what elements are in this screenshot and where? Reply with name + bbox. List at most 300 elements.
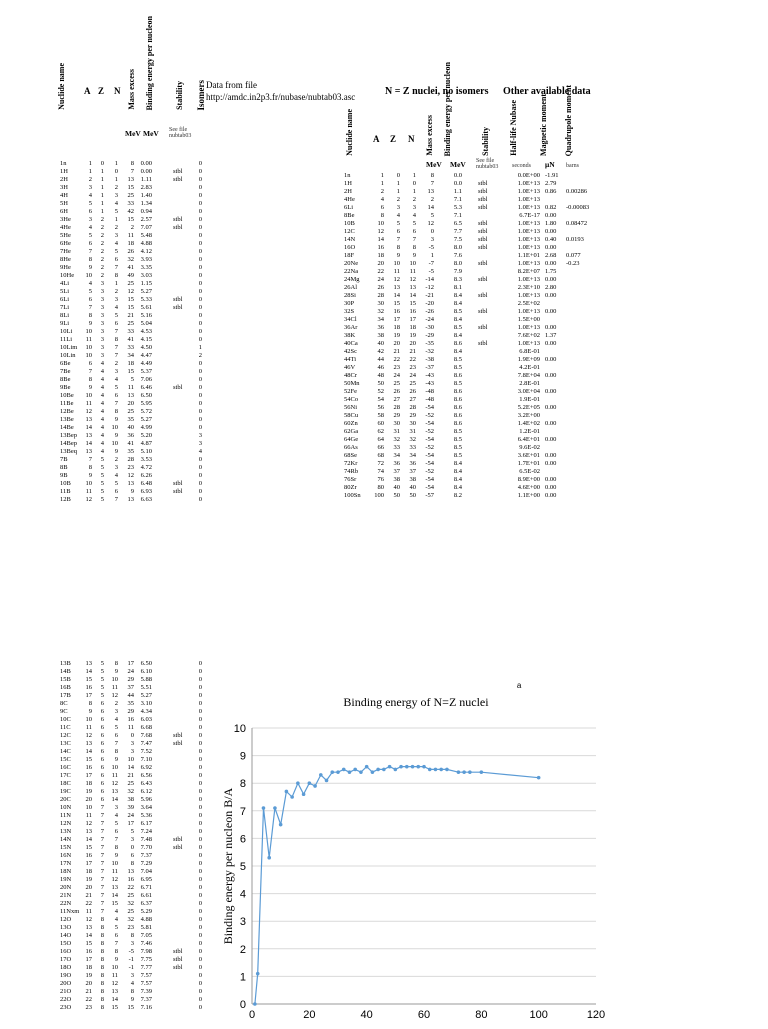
t3-cell-binding: 6.95 bbox=[140, 876, 152, 883]
t3-cell-nuclide: 15N bbox=[60, 844, 72, 851]
table-row bbox=[340, 236, 600, 244]
t3-cell-nuclide: 15C bbox=[60, 756, 71, 763]
table-row bbox=[52, 440, 212, 448]
t2-cell-n: 24 bbox=[409, 372, 416, 379]
t3-cell-z: 5 bbox=[100, 684, 104, 691]
t1-cell-n: 0 bbox=[114, 168, 118, 175]
t3-cell-nuclide: 14B bbox=[60, 668, 71, 675]
t2-cell-half-life: 2.3E+10 bbox=[517, 284, 540, 291]
t1-cell-nuclide: 10B bbox=[60, 480, 71, 487]
t3-cell-binding: 3.10 bbox=[140, 700, 152, 707]
t2-cell-binding: 8.4 bbox=[453, 300, 462, 307]
t2-cell-n: 31 bbox=[409, 428, 416, 435]
t1-cell-z: 0 bbox=[100, 160, 104, 167]
col2-half-life: Half-life Nubase bbox=[509, 100, 518, 156]
data-point bbox=[434, 768, 438, 772]
t3-cell-z: 8 bbox=[100, 924, 104, 931]
t1-cell-a: 2 bbox=[88, 176, 92, 183]
t3-cell-z: 6 bbox=[100, 748, 104, 755]
t3-cell-z: 5 bbox=[100, 668, 104, 675]
t3-cell-z: 7 bbox=[100, 860, 104, 867]
t3-cell-n: 7 bbox=[114, 836, 118, 843]
data-point bbox=[302, 792, 306, 796]
table-1-body bbox=[52, 160, 212, 504]
t2-cell-mu: 0.00 bbox=[545, 260, 557, 267]
t1-cell-isomer: 0 bbox=[198, 488, 202, 495]
t2-cell-mu: 0.00 bbox=[545, 308, 557, 315]
t2-cell-n: 1 bbox=[412, 188, 416, 195]
t1-cell-nuclide: 10Be bbox=[60, 392, 74, 399]
table-row bbox=[52, 200, 212, 208]
t3-cell-z: 8 bbox=[100, 956, 104, 963]
t1-cell-z: 2 bbox=[100, 248, 104, 255]
t3-cell-a: 15 bbox=[85, 676, 92, 683]
t2-cell-mass-excess: -48 bbox=[425, 388, 434, 395]
t2-cell-n: 22 bbox=[409, 356, 416, 363]
t3-cell-isomer: 0 bbox=[198, 932, 202, 939]
t1-cell-binding: 5.16 bbox=[140, 312, 152, 319]
t3-cell-binding: 7.46 bbox=[140, 940, 152, 947]
t2-cell-a: 2 bbox=[380, 188, 384, 195]
t3-cell-binding: 7.70 bbox=[140, 844, 152, 851]
table-row bbox=[340, 380, 600, 388]
table-row bbox=[52, 676, 212, 684]
t2-cell-a: 54 bbox=[377, 396, 384, 403]
t3-cell-n: 6 bbox=[114, 732, 118, 739]
t1-cell-a: 13 bbox=[85, 416, 92, 423]
table-row bbox=[52, 796, 212, 804]
t2-cell-half-life: 9.6E-02 bbox=[519, 444, 540, 451]
t3-cell-n: 6 bbox=[114, 828, 118, 835]
t1-cell-a: 13 bbox=[85, 432, 92, 439]
t2-cell-mass-excess: -43 bbox=[425, 372, 434, 379]
table-row bbox=[340, 260, 600, 268]
t3-cell-mass-excess: -1 bbox=[128, 956, 134, 963]
t1-cell-nuclide: 4Li bbox=[60, 280, 70, 287]
t2-cell-mass-excess: -29 bbox=[425, 332, 434, 339]
t1-cell-isomer: 0 bbox=[198, 240, 202, 247]
t2-cell-n: 23 bbox=[409, 364, 416, 371]
t2-cell-z: 32 bbox=[393, 436, 400, 443]
t2-cell-z: 14 bbox=[393, 292, 400, 299]
t1-cell-nuclide: 8He bbox=[60, 256, 71, 263]
t3-cell-nuclide: 16C bbox=[60, 764, 71, 771]
t2-cell-nuclide: 50Mn bbox=[344, 380, 360, 387]
t2-cell-mass-excess: -37 bbox=[425, 364, 434, 371]
t1-cell-stability: stbl bbox=[173, 224, 183, 231]
t2-cell-a: 12 bbox=[377, 228, 384, 235]
table-row bbox=[52, 876, 212, 884]
t2-cell-z: 5 bbox=[396, 220, 400, 227]
t2-cell-a: 64 bbox=[377, 436, 384, 443]
t3-cell-a: 15 bbox=[85, 940, 92, 947]
t2-cell-z: 33 bbox=[393, 444, 400, 451]
t2-cell-binding: 8.4 bbox=[453, 316, 462, 323]
t3-cell-isomer: 0 bbox=[198, 820, 202, 827]
t1-cell-isomer: 0 bbox=[198, 464, 202, 471]
t1-cell-z: 4 bbox=[100, 376, 104, 383]
table-row bbox=[52, 360, 212, 368]
t3-cell-binding: 7.77 bbox=[140, 964, 152, 971]
t2-cell-half-life: 1.0E+13 bbox=[517, 236, 540, 243]
t2-cell-z: 4 bbox=[396, 212, 400, 219]
t3-cell-z: 8 bbox=[100, 964, 104, 971]
t3-cell-stability: stbl bbox=[173, 948, 183, 955]
data-point bbox=[371, 770, 375, 774]
t3-cell-mass-excess: 17 bbox=[127, 820, 134, 827]
t1-cell-stability: stbl bbox=[173, 384, 183, 391]
t2-cell-binding: 8.5 bbox=[453, 356, 462, 363]
table-row bbox=[52, 408, 212, 416]
t2-cell-a: 48 bbox=[377, 372, 384, 379]
table-row bbox=[52, 804, 212, 812]
t2-cell-binding: 0.0 bbox=[453, 172, 462, 179]
table-row bbox=[52, 916, 212, 924]
t3-cell-stability: stbl bbox=[173, 964, 183, 971]
t1-cell-mass-excess: 12 bbox=[127, 472, 134, 479]
t1-cell-nuclide: 11B bbox=[60, 488, 71, 495]
y-axis-label: Binding energy per nucleon B/A bbox=[221, 787, 235, 945]
table-row bbox=[52, 400, 212, 408]
t2-cell-binding: 7.6 bbox=[453, 252, 462, 259]
t3-cell-z: 5 bbox=[100, 676, 104, 683]
t3-cell-isomer: 0 bbox=[198, 708, 202, 715]
data-point bbox=[325, 779, 329, 783]
t2-cell-a: 80 bbox=[377, 484, 384, 491]
t2-cell-nuclide: 58Cu bbox=[344, 412, 359, 419]
t1-cell-isomer: 0 bbox=[198, 368, 202, 375]
t1-cell-mass-excess: 26 bbox=[127, 248, 134, 255]
data-point bbox=[336, 770, 340, 774]
t3-cell-isomer: 0 bbox=[198, 972, 202, 979]
t1-cell-nuclide: 14Be bbox=[60, 424, 74, 431]
t2-cell-z: 0 bbox=[396, 172, 400, 179]
t1-cell-mass-excess: 25 bbox=[127, 408, 134, 415]
y-tick-label: 3 bbox=[239, 916, 246, 929]
t2-cell-half-life: 1.4E+02 bbox=[517, 420, 540, 427]
t1-cell-z: 1 bbox=[100, 168, 104, 175]
t1-cell-z: 2 bbox=[100, 264, 104, 271]
data-point bbox=[365, 765, 369, 769]
t3-cell-binding: 4.88 bbox=[140, 916, 152, 923]
t3-cell-binding: 6.61 bbox=[140, 892, 152, 899]
table-row bbox=[52, 956, 212, 964]
table-row bbox=[52, 376, 212, 384]
t2-cell-nuclide: 76Sr bbox=[344, 476, 357, 483]
t2-cell-half-life: 1.1E+01 bbox=[517, 252, 540, 259]
t3-cell-a: 17 bbox=[85, 956, 92, 963]
t3-cell-nuclide: 12N bbox=[60, 820, 72, 827]
t3-cell-n: 9 bbox=[114, 956, 118, 963]
t1-cell-mass-excess: 20 bbox=[127, 400, 134, 407]
t2-cell-nuclide: 48Cr bbox=[344, 372, 357, 379]
table-row bbox=[52, 700, 212, 708]
t1-cell-a: 3 bbox=[88, 184, 92, 191]
t3-cell-n: 13 bbox=[111, 884, 118, 891]
t1-cell-n: 3 bbox=[114, 296, 118, 303]
t1-cell-nuclide: 4H bbox=[60, 192, 68, 199]
t2-cell-binding: 8.4 bbox=[453, 468, 462, 475]
t1-cell-isomer: 0 bbox=[198, 424, 202, 431]
t2-cell-binding: 8.5 bbox=[453, 428, 462, 435]
t1-cell-n: 7 bbox=[114, 400, 118, 407]
t3-cell-mass-excess: 32 bbox=[127, 916, 134, 923]
t3-cell-a: 13 bbox=[85, 924, 92, 931]
table-row bbox=[52, 980, 212, 988]
t2-cell-mu: 0.00 bbox=[545, 372, 557, 379]
t3-cell-nuclide: 20C bbox=[60, 796, 71, 803]
t3-cell-n: 2 bbox=[114, 700, 118, 707]
table-row bbox=[52, 820, 212, 828]
table-row bbox=[52, 668, 212, 676]
table-row bbox=[52, 716, 212, 724]
table-row bbox=[340, 460, 600, 468]
t2-cell-half-life: 1.0E+13 bbox=[517, 260, 540, 267]
t3-cell-a: 10 bbox=[85, 804, 92, 811]
t2-cell-mu: 0.40 bbox=[545, 236, 557, 243]
t3-cell-mass-excess: 32 bbox=[127, 788, 134, 795]
t2-cell-nuclide: 42Sc bbox=[344, 348, 357, 355]
t3-cell-n: 6 bbox=[114, 932, 118, 939]
t3-cell-a: 19 bbox=[85, 972, 92, 979]
t2-cell-z: 11 bbox=[393, 268, 400, 275]
t3-cell-mass-excess: 38 bbox=[127, 796, 134, 803]
table-row bbox=[52, 336, 212, 344]
t3-cell-nuclide: 14C bbox=[60, 748, 71, 755]
t2-cell-a: 68 bbox=[377, 452, 384, 459]
t1-cell-binding: 4.99 bbox=[140, 424, 152, 431]
t1-cell-nuclide: 10Li bbox=[60, 328, 73, 335]
t1-cell-a: 10 bbox=[85, 272, 92, 279]
t3-cell-nuclide: 13N bbox=[60, 828, 72, 835]
t1-cell-isomer: 0 bbox=[198, 168, 202, 175]
table-row bbox=[340, 396, 600, 404]
t2-cell-z: 9 bbox=[396, 252, 400, 259]
t1-cell-nuclide: 13Beq bbox=[60, 448, 77, 455]
t2-cell-a: 26 bbox=[377, 284, 384, 291]
t2-cell-z: 13 bbox=[393, 284, 400, 291]
t1-cell-binding: 5.61 bbox=[140, 304, 152, 311]
t1-cell-n: 6 bbox=[114, 488, 118, 495]
t3-cell-a: 13 bbox=[85, 828, 92, 835]
t1-cell-z: 5 bbox=[100, 488, 104, 495]
t3-cell-isomer: 0 bbox=[198, 780, 202, 787]
t1-cell-a: 14 bbox=[85, 424, 92, 431]
x-tick-label: 100 bbox=[529, 1009, 548, 1021]
t3-cell-binding: 6.92 bbox=[140, 764, 152, 771]
t2-cell-mass-excess: 1 bbox=[430, 252, 434, 259]
t2-cell-mu: 2.79 bbox=[545, 180, 557, 187]
t3-cell-mass-excess: 24 bbox=[127, 812, 134, 819]
t3-cell-z: 6 bbox=[100, 716, 104, 723]
t2-cell-nuclide: 1n bbox=[344, 172, 351, 179]
t2-cell-z: 1 bbox=[396, 180, 400, 187]
table-row bbox=[52, 1004, 212, 1012]
t1-cell-n: 4 bbox=[114, 376, 118, 383]
t2-cell-nuclide: 18F bbox=[344, 252, 355, 259]
t1-cell-z: 2 bbox=[100, 216, 104, 223]
t1-cell-z: 4 bbox=[100, 384, 104, 391]
t1-cell-binding: 0.00 bbox=[140, 168, 152, 175]
t3-cell-nuclide: 22O bbox=[60, 996, 72, 1003]
t1-cell-binding: 0.94 bbox=[140, 208, 152, 215]
t2-cell-stability: stbl bbox=[478, 188, 488, 195]
t2-cell-a: 74 bbox=[377, 468, 384, 475]
t2-cell-binding: 8.4 bbox=[453, 476, 462, 483]
unit-seconds: seconds bbox=[512, 163, 531, 169]
t1-cell-isomer: 0 bbox=[198, 456, 202, 463]
data-point bbox=[411, 765, 415, 769]
t1-cell-n: 3 bbox=[114, 232, 118, 239]
t2-cell-half-life: 3.0E+04 bbox=[517, 388, 540, 395]
t2-cell-nuclide: 2H bbox=[344, 188, 352, 195]
table-row bbox=[52, 692, 212, 700]
t1-cell-binding: 4.12 bbox=[140, 248, 152, 255]
t3-cell-n: 14 bbox=[111, 796, 118, 803]
t2-cell-binding: 8.4 bbox=[453, 460, 462, 467]
t3-cell-a: 20 bbox=[85, 796, 92, 803]
data-point bbox=[313, 784, 317, 788]
t3-cell-stability: stbl bbox=[173, 836, 183, 843]
t1-cell-z: 2 bbox=[100, 256, 104, 263]
t3-cell-binding: 5.81 bbox=[140, 924, 152, 931]
table-row bbox=[52, 924, 212, 932]
t2-cell-mass-excess: -30 bbox=[425, 324, 434, 331]
t3-cell-mass-excess: 10 bbox=[127, 756, 134, 763]
t3-cell-isomer: 0 bbox=[198, 868, 202, 875]
table-row bbox=[52, 304, 212, 312]
t2-cell-mass-excess: -20 bbox=[425, 300, 434, 307]
table-row bbox=[52, 660, 212, 668]
t2-cell-binding: 8.6 bbox=[453, 388, 462, 395]
t1-cell-mass-excess: 35 bbox=[127, 416, 134, 423]
t1-cell-nuclide: 11Li bbox=[60, 336, 73, 343]
t3-cell-isomer: 0 bbox=[198, 668, 202, 675]
t2-cell-binding: 0.0 bbox=[453, 180, 462, 187]
data-point bbox=[262, 806, 266, 810]
t2-cell-half-life: 8.2E+07 bbox=[517, 268, 540, 275]
t2-cell-mu: 0.00 bbox=[545, 276, 557, 283]
nz-nuclei-title: N = Z nuclei, no isomers bbox=[385, 86, 489, 97]
t1-cell-mass-excess: 40 bbox=[127, 424, 134, 431]
t2-cell-mu: 0.00 bbox=[545, 212, 557, 219]
t2-cell-half-life: 3.2E+00 bbox=[517, 412, 540, 419]
t1-cell-nuclide: 8Li bbox=[60, 312, 70, 319]
t2-cell-mass-excess: 3 bbox=[430, 236, 434, 243]
t3-cell-n: 12 bbox=[111, 876, 118, 883]
table-row bbox=[52, 368, 212, 376]
t2-cell-n: 5 bbox=[412, 220, 416, 227]
t1-cell-n: 4 bbox=[114, 200, 118, 207]
t1-cell-nuclide: 11Be bbox=[60, 400, 74, 407]
t2-cell-nuclide: 80Zr bbox=[344, 484, 357, 491]
t3-cell-a: 14 bbox=[85, 748, 92, 755]
table-2-body bbox=[340, 172, 600, 500]
table-row bbox=[52, 384, 212, 392]
table-row bbox=[52, 168, 212, 176]
t1-cell-nuclide: 6H bbox=[60, 208, 68, 215]
table-row bbox=[52, 828, 212, 836]
t1-cell-nuclide: 5He bbox=[60, 232, 71, 239]
table-row bbox=[52, 772, 212, 780]
y-tick-label: 0 bbox=[239, 999, 246, 1011]
t1-cell-a: 7 bbox=[88, 248, 92, 255]
t1-cell-nuclide: 7He bbox=[60, 248, 71, 255]
t1-cell-z: 5 bbox=[100, 496, 104, 503]
t3-cell-mass-excess: 8 bbox=[130, 860, 134, 867]
t1-cell-isomer: 0 bbox=[198, 176, 202, 183]
t1-cell-z: 5 bbox=[100, 456, 104, 463]
t2-cell-a: 32 bbox=[377, 308, 384, 315]
t2-cell-half-life: 1.0E+13 bbox=[517, 228, 540, 235]
see-file-note-2: See file nubtab03 bbox=[476, 158, 499, 170]
t1-cell-mass-excess: 42 bbox=[127, 208, 134, 215]
table-row bbox=[52, 192, 212, 200]
t2-cell-half-life: 1.0E+13 bbox=[517, 220, 540, 227]
t3-cell-n: 10 bbox=[111, 860, 118, 867]
t3-cell-n: 9 bbox=[114, 668, 118, 675]
t2-cell-n: 16 bbox=[409, 308, 416, 315]
t3-cell-nuclide: 8C bbox=[60, 700, 68, 707]
t1-cell-a: 8 bbox=[88, 256, 92, 263]
data-point bbox=[296, 781, 300, 785]
t3-cell-binding: 7.57 bbox=[140, 972, 152, 979]
t2-cell-mass-excess: -12 bbox=[425, 284, 434, 291]
t2-cell-n: 36 bbox=[409, 460, 416, 467]
t2-cell-z: 16 bbox=[393, 308, 400, 315]
t1-cell-n: 8 bbox=[114, 336, 118, 343]
t3-cell-nuclide: 9C bbox=[60, 708, 68, 715]
data-point bbox=[267, 856, 271, 860]
t2-cell-nuclide: 36Ar bbox=[344, 324, 358, 331]
data-point bbox=[399, 765, 403, 769]
col-binding-energy: Binding energy per nucleon bbox=[145, 15, 154, 110]
t2-cell-n: 32 bbox=[409, 436, 416, 443]
t3-cell-isomer: 0 bbox=[198, 988, 202, 995]
t1-cell-binding: 4.88 bbox=[140, 240, 152, 247]
t1-cell-mass-excess: 5 bbox=[130, 376, 134, 383]
t1-cell-n: 7 bbox=[114, 328, 118, 335]
t2-cell-binding: 8.0 bbox=[453, 244, 462, 251]
t1-cell-mass-excess: 41 bbox=[127, 264, 134, 271]
t3-cell-binding: 7.48 bbox=[140, 836, 152, 843]
col-isomers: Isomers bbox=[196, 79, 206, 110]
t2-cell-half-life: 1.0E+13 bbox=[517, 244, 540, 251]
table-row bbox=[52, 240, 212, 248]
t3-cell-isomer: 0 bbox=[198, 804, 202, 811]
t3-cell-n: 9 bbox=[114, 852, 118, 859]
t1-cell-nuclide: 1n bbox=[60, 160, 67, 167]
t3-cell-nuclide: 20N bbox=[60, 884, 72, 891]
see-file-note: See file nubtab03 bbox=[169, 127, 192, 139]
t2-cell-half-life: 1.0E+13 bbox=[517, 188, 540, 195]
t3-cell-isomer: 0 bbox=[198, 900, 202, 907]
t1-cell-n: 4 bbox=[114, 472, 118, 479]
t3-cell-n: 7 bbox=[114, 940, 118, 947]
t3-cell-a: 20 bbox=[85, 884, 92, 891]
t3-cell-stability: stbl bbox=[173, 956, 183, 963]
t1-cell-z: 1 bbox=[100, 176, 104, 183]
t1-cell-nuclide: 12B bbox=[60, 496, 71, 503]
t2-cell-nuclide: 66As bbox=[344, 444, 358, 451]
table-row bbox=[52, 908, 212, 916]
t1-cell-mass-excess: 7 bbox=[130, 168, 134, 175]
data-point bbox=[376, 768, 380, 772]
t3-cell-binding: 7.75 bbox=[140, 956, 152, 963]
col-z: Z bbox=[98, 86, 105, 96]
t3-cell-z: 5 bbox=[100, 692, 104, 699]
t2-cell-z: 15 bbox=[393, 300, 400, 307]
